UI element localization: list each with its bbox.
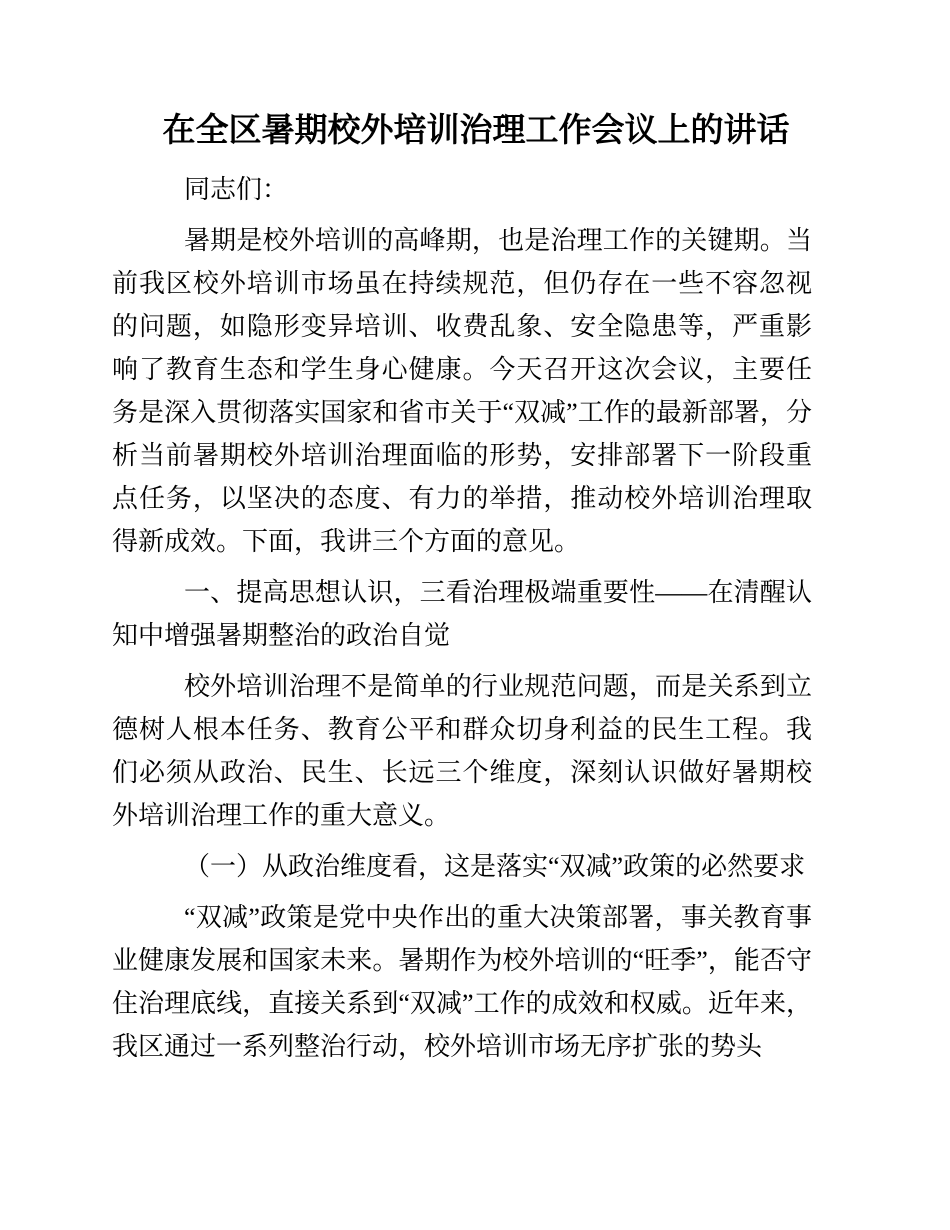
salutation: 同志们： [184,175,289,204]
paragraph-subsection-1-1: “双减”政策是党中央作出的重大决策部署，事关教育事业健康发展和国家未来。暑期作为校外培训的“旺季”，能否守住治理底线，直接关系到“双减”工作的成效和权威。近年来，我区通过一系列整治行动，校外培训市场无序扩张的势头 [112,903,812,1061]
document-title: 在全区暑期校外培训治理工作会议上的讲话 [162,111,790,148]
section-heading-1: 一、提高思想认识，三看治理极端重要性——在清醒认知中增强暑期整治的政治自觉 [112,578,812,650]
paragraph-section-1-intro: 校外培训治理不是简单的行业规范问题，而是关系到立德树人根本任务、教育公平和群众切身利益的民生工程。我们必须从政治、民生、长远三个维度，深刻认识做好暑期校外培训治理工作的重大意义。 [112,672,812,830]
subsection-heading-1-1: （一）从政治维度看，这是落实“双减”政策的必然要求 [184,852,806,881]
paragraph-intro: 暑期是校外培训的高峰期，也是治理工作的关键期。当前我区校外培训市场虽在持续规范，但仍存在一些不容忽视的问题，如隐形变异培训、收费乱象、安全隐患等，严重影响了教育生态和学生身心健康。今天召开这次会议，主要任务是深入贯彻落实国家和省市关于“双减”工作的最新部署，分析当前暑期校外培训治理面临的形势，安排部署下一阶段重点任务，以坚决的态度、有力的举措，推动校外培训治理取得新成效。下面，我讲三个方面的意见。 [112,226,812,556]
document-body [112,168,812,1068]
